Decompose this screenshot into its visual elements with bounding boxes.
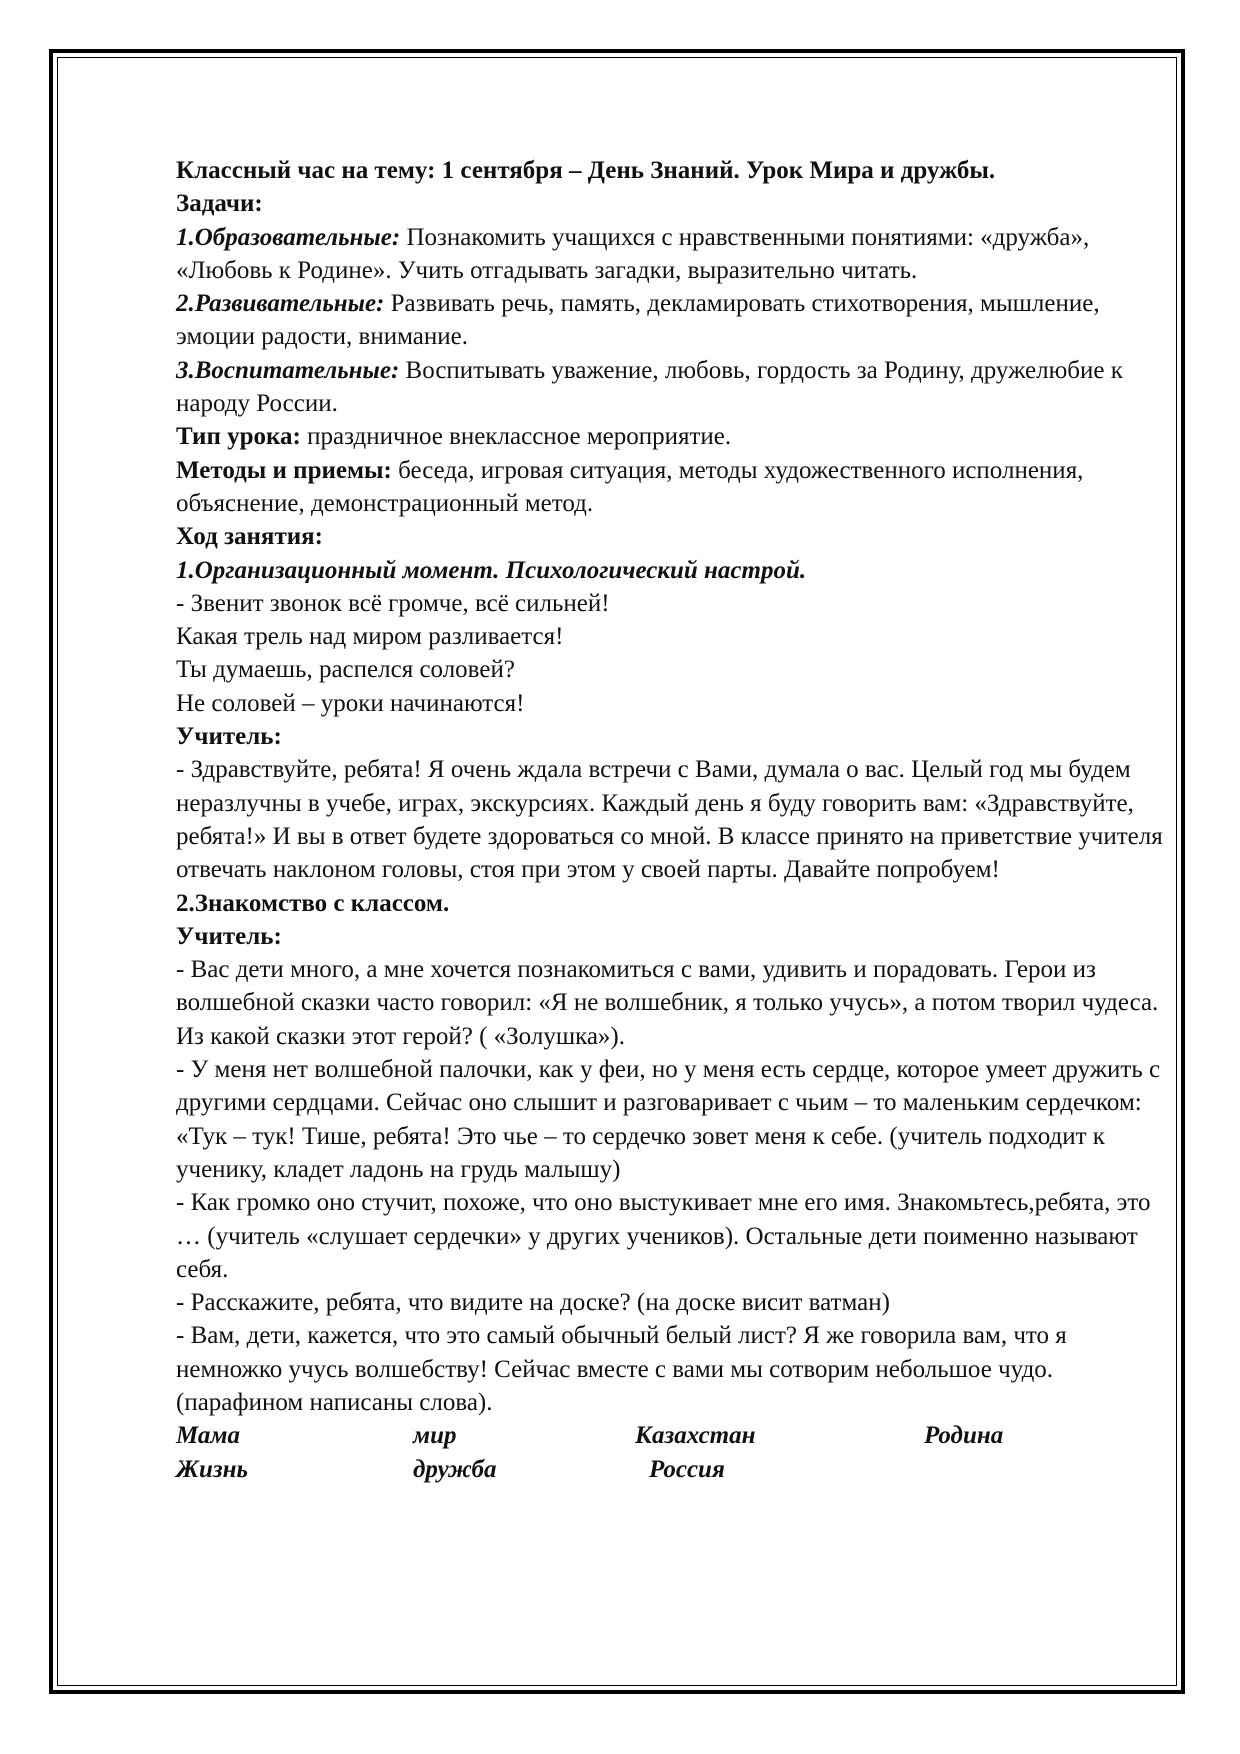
lesson-type xyxy=(176,420,1166,453)
document-body xyxy=(176,154,1166,1486)
word: Казахстан xyxy=(635,1422,756,1450)
task-educational-label: 1.Образовательные: xyxy=(176,223,401,251)
paragraph: - У меня нет волшебной палочки, как у феи, но у меня есть сердце, которое умеет дружить с другими сердцами. Сейчас оно слышит и разговаривает с чьим – то маленьким сердечком: «Тук – тук! Тише, ребята! Это чье – то сердечко зовет меня к себе. (учитель подходит к ученику, кладет ладонь на грудь малышу) xyxy=(176,1056,1161,1183)
task-developmental xyxy=(176,287,1166,354)
paragraph: - Вам, дети, кажется, что это самый обычный белый лист? Я же говорила вам, что я немножко учусь волшебству! Сейчас вместе с вами мы сотворим небольшое чудо. (парафином написаны слова). xyxy=(176,1322,1067,1416)
words-row-1 xyxy=(176,1419,1166,1452)
poem-line: - Звенит звонок всё громче, всё сильней! xyxy=(176,589,610,617)
methods xyxy=(176,454,1166,521)
task-educational xyxy=(176,221,1166,288)
word: мир xyxy=(413,1422,457,1450)
word: Мама xyxy=(176,1422,241,1450)
poem-line: Не соловей – уроки начинаются! xyxy=(176,689,525,717)
word: Россия xyxy=(649,1455,725,1483)
task-educational-text: Познакомить учащихся с нравственными понятиями: «дружба», «Любовь к Родине». Учить отгадывать загадки, выразительно читать. xyxy=(176,223,1090,284)
section2-heading: 2.Знакомство с классом. xyxy=(176,889,450,917)
word: дружба xyxy=(413,1455,497,1483)
document-title: Классный час на тему: 1 сентября – День Знаний. Урок Мира и дружбы. xyxy=(176,157,996,184)
word: Жизнь xyxy=(176,1455,248,1483)
words-row-2 xyxy=(176,1453,1166,1486)
poem-line: Ты думаешь, распелся соловей? xyxy=(176,656,515,684)
paragraph: - Как громко оно стучит, похоже, что оно выстукивает мне его имя. Знакомьтесь,ребята, это … (учитель «слушает сердечки» у других учеников). Остальные дети поименно называют себя. xyxy=(176,1189,1151,1283)
tasks-heading: Задачи: xyxy=(176,190,263,218)
paragraph: - Вас дети много, а мне хочется познакомиться с вами, удивить и порадовать. Герои из волшебной сказки часто говорил: «Я не волшебник, я только учусь», а потом творил чудеса. Из какой сказки этот герой? ( «Золушка»). xyxy=(176,956,1159,1050)
word: Родина xyxy=(924,1422,1004,1450)
course-heading: Ход занятия: xyxy=(176,523,323,551)
task-upbringing-label: 3.Воспитательные: xyxy=(176,356,400,384)
task-upbringing-text: Воспитывать уважение, любовь, гордость за Родину, дружелюбие к народу России. xyxy=(176,356,1123,418)
paragraph: - Расскажите, ребята, что видите на доске? (на доске висит ватман) xyxy=(176,1289,890,1317)
teacher-label: Учитель: xyxy=(176,723,282,751)
teacher-label: Учитель: xyxy=(176,922,282,950)
methods-label: Методы и приемы: xyxy=(176,456,392,484)
section1-heading: 1.Организационный момент. Психологический настрой. xyxy=(176,556,807,584)
lesson-type-text: праздничное внеклассное мероприятие. xyxy=(300,423,732,451)
task-developmental-text: Развивать речь, память, декламировать стихотворения, мышление, эмоции радости, внимание. xyxy=(176,290,1100,351)
teacher-speech: - Здравствуйте, ребята! Я очень ждала встречи с Вами, думала о вас. Целый год мы будем неразлучны в учебе, играх, экскурсиях. Каждый день я буду говорить вам: «Здравствуйте, ребята!» И вы в ответ будете здороваться со мной. В классе принято на приветствие учителя отвечать наклоном головы, стоя при этом у своей парты. Давайте попробуем! xyxy=(176,756,1163,884)
task-developmental-label: 2.Развивательные: xyxy=(176,290,385,318)
task-upbringing xyxy=(176,354,1166,421)
lesson-type-label: Тип урока: xyxy=(176,423,301,451)
poem-line: Какая трель над миром разливается! xyxy=(176,623,564,651)
methods-text: беседа, игровая ситуация, методы художественного исполнения, объяснение, демонстрационный метод. xyxy=(176,456,1084,517)
